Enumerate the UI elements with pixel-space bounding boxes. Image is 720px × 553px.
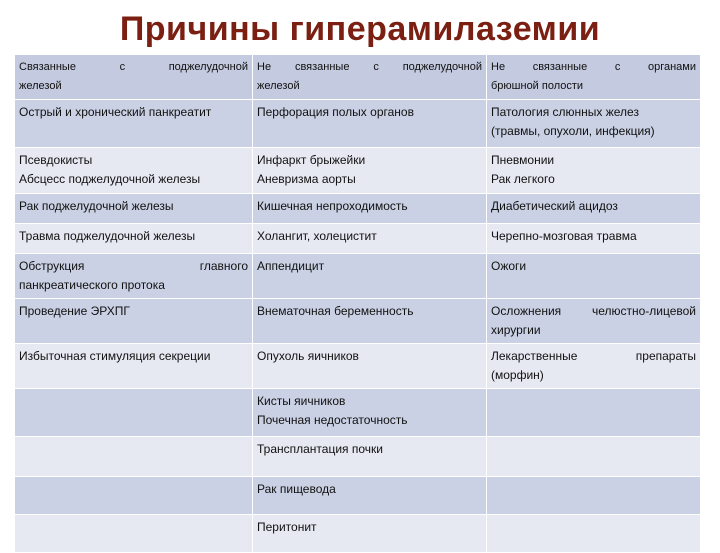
table-cell (253, 194, 487, 224)
table-cell (15, 224, 253, 254)
table-header-row (15, 55, 701, 100)
causes-table (14, 54, 701, 553)
table-cell (487, 148, 701, 194)
header-cell-line: железой (257, 80, 300, 92)
cell-line: (травмы, опухоли, инфекция) (491, 124, 655, 138)
table-cell (253, 344, 487, 389)
table-row (15, 148, 701, 194)
table-cell-empty (15, 515, 253, 553)
header-cell-line: Не связанные с поджелудочной (257, 61, 482, 73)
header-cell-line: Не связанные с органами (491, 61, 696, 73)
header-cell-pancreas (15, 55, 253, 100)
header-cell-non-abdominal (487, 55, 701, 100)
table-cell-empty (487, 515, 701, 553)
cell-line: Травма поджелудочной железы (19, 229, 196, 243)
cell-line: Опухоль яичников (257, 349, 359, 363)
table-cell (15, 344, 253, 389)
table-row (15, 254, 701, 299)
cell-line: Аппендицит (257, 259, 325, 273)
cell-line: Холангит, холецистит (257, 229, 377, 243)
cell-line: Аневризма аорты (257, 172, 356, 186)
cell-line: (морфин) (491, 368, 544, 382)
cell-line: панкреатического протока (19, 278, 165, 292)
table-cell (253, 477, 487, 515)
table-row (15, 299, 701, 344)
table-cell (253, 224, 487, 254)
table-cell (15, 254, 253, 299)
cell-line: Перитонит (257, 520, 317, 534)
table-cell (487, 224, 701, 254)
cell-line: хирургии (491, 323, 541, 337)
table-cell (253, 254, 487, 299)
table-cell (253, 148, 487, 194)
table-cell (15, 299, 253, 344)
table-cell-empty (15, 389, 253, 437)
cell-line: Обструкция главного (19, 259, 248, 273)
cell-line: Псевдокисты (19, 153, 93, 167)
table-cell (253, 515, 487, 553)
table-row (15, 389, 701, 437)
table-cell-empty (15, 477, 253, 515)
cell-line: Кисты яичников (257, 394, 346, 408)
cell-line: Ожоги (491, 259, 527, 273)
cell-line: Почечная недостаточность (257, 413, 408, 427)
table-cell (253, 437, 487, 477)
cell-line: Кишечная непроходимость (257, 199, 408, 213)
table-cell (487, 299, 701, 344)
table-row (15, 100, 701, 148)
cell-line: Лекарственные препараты (491, 349, 696, 363)
cell-line: Рак пищевода (257, 482, 336, 496)
table-cell (15, 148, 253, 194)
table-cell (253, 389, 487, 437)
table-row (15, 194, 701, 224)
cell-line: Абсцесс поджелудочной железы (19, 172, 201, 186)
cell-line: Черепно-мозговая травма (491, 229, 637, 243)
table-row (15, 515, 701, 553)
table-cell (253, 299, 487, 344)
table-cell (253, 100, 487, 148)
table-row (15, 437, 701, 477)
table-row (15, 224, 701, 254)
table-cell-empty (15, 437, 253, 477)
table-cell (487, 254, 701, 299)
table-cell (487, 194, 701, 224)
cell-line: Пневмонии (491, 153, 555, 167)
table-row (15, 477, 701, 515)
cell-line: Избыточная стимуляция секреции (19, 349, 211, 363)
header-cell-line: Связанные с поджелудочной (19, 61, 248, 73)
table-cell (487, 100, 701, 148)
header-cell-line: железой (19, 80, 62, 92)
cell-line: Перфорация полых органов (257, 105, 414, 119)
table-cell-empty (487, 477, 701, 515)
cell-line: Инфаркт брыжейки (257, 153, 366, 167)
table-cell (487, 344, 701, 389)
cell-line: Острый и хронический панкреатит (19, 105, 212, 119)
header-cell-not-pancreas (253, 55, 487, 100)
cell-line: Рак поджелудочной железы (19, 199, 174, 213)
cell-line: Внематочная беременность (257, 304, 414, 318)
table-cell (15, 194, 253, 224)
cell-line: Проведение ЭРХПГ (19, 304, 130, 318)
page-title: Причины гиперамилаземии (119, 10, 601, 48)
header-cell-line: брюшной полости (491, 80, 584, 92)
table-cell (15, 100, 253, 148)
cell-line: Рак легкого (491, 172, 555, 186)
table-cell-empty (487, 437, 701, 477)
cell-line: Диабетический ацидоз (491, 199, 618, 213)
table-row (15, 344, 701, 389)
table-cell-empty (487, 389, 701, 437)
cell-line: Трансплантация почки (257, 442, 383, 456)
cell-line: Осложнения челюстно-лицевой (491, 304, 696, 318)
cell-line: Патология слюнных желез (491, 105, 639, 119)
